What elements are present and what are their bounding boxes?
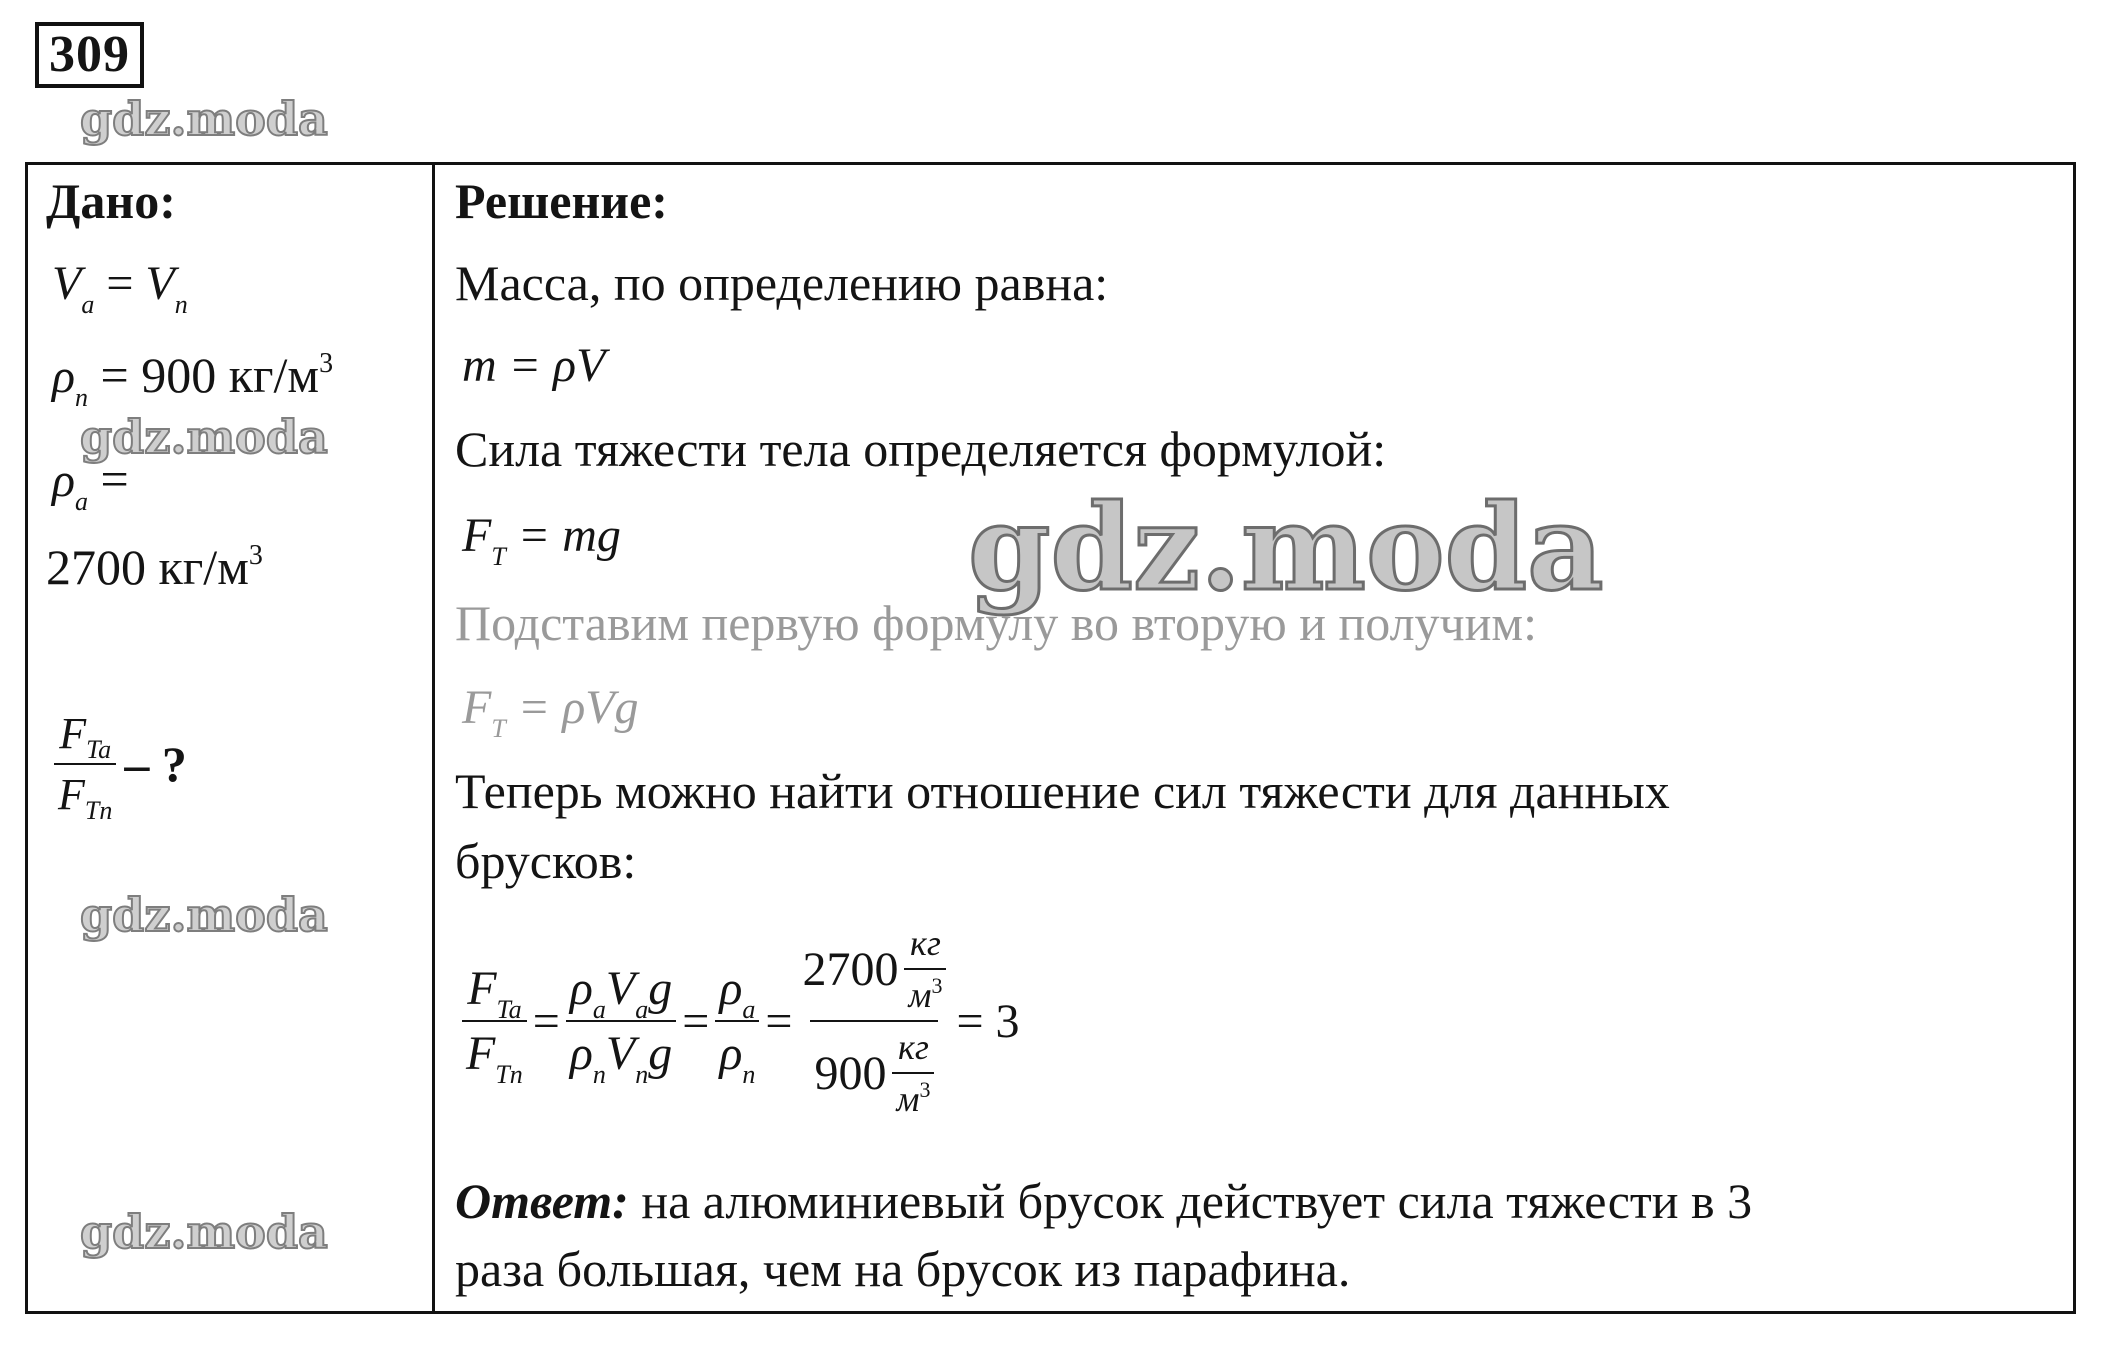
answer-label: Ответ: (455, 1173, 629, 1229)
given-density-aluminium: $\rho_a$ = (52, 451, 129, 516)
given-heading: Дано: (46, 173, 176, 229)
watermark: gdz.moda (80, 888, 328, 942)
ratio-fraction-forces: $\frac{F_{Ta}}{F_{Tn}}$ (462, 961, 527, 1081)
solution-line-mass: Масса, по определению равна: (455, 255, 1109, 311)
watermark: gdz.moda (80, 410, 328, 464)
table-frame (25, 162, 2076, 1314)
solution-line-gravity: Сила тяжести тела определяется формулой: (455, 421, 1387, 477)
ratio-fraction-expanded: $\frac{\rho_aV_ag}{\rho_nV_ng}$ (566, 961, 676, 1081)
ratio-fraction-values: 2700 $\frac{кг}{м^3}$ 900 $\frac{кг}{м^3}$ (798, 922, 950, 1120)
solution-line-substitute: Подставим первую формулу во вторую и получим: (455, 595, 1537, 651)
ratio-fraction-densities: $\frac{\rho_a}{\rho_n}$ (715, 961, 759, 1081)
given-density-aluminium-value: 2700 $кг/м^3$ (46, 539, 263, 595)
ratio-result: = 3 (956, 994, 1020, 1048)
answer-line-2: раза большая, чем на брусок из парафина. (455, 1241, 1351, 1297)
ratio-equation: $\frac{F_{Ta}}{F_{Tn}}$ = $\frac{\rho_aV_ag}{\rho_nV_ng}$ = $\frac{\rho_a}{\rho_n}$ = 2700 $\frac{кг}{м^3}$ 900 $\frac{кг}{м^3}$ = 3 (462, 922, 1020, 1120)
given-density-paraffin: $\rho_n = 900$ $кг/м^3$ (52, 347, 334, 412)
watermark: gdz.moda (80, 1205, 328, 1259)
watermark: gdz.moda (80, 92, 328, 146)
formula-gravity-density: $F_T = \rho Vg$ (462, 681, 639, 743)
solution-line-ratio-b: брусков: (455, 833, 637, 889)
column-divider (432, 162, 435, 1314)
answer-line-1: Ответ: на алюминиевый брусок действует сила тяжести в 3 (455, 1173, 1753, 1229)
problem-number: 309 (35, 22, 144, 88)
solution-line-ratio-a: Теперь можно найти отношение сил тяжести для данных (455, 763, 1670, 819)
solution-heading: Решение: (455, 173, 668, 229)
watermark-large: gdz.moda (968, 478, 1604, 617)
formula-gravity: $F_T$ = mg (462, 509, 621, 571)
given-unknown-ratio: $\frac{F_{Ta}}{F_{Tn}}$ – ? (54, 708, 187, 820)
formula-mass: m = ρV (462, 339, 606, 392)
given-volume-equality: $V_a = V_n$ (52, 257, 188, 319)
